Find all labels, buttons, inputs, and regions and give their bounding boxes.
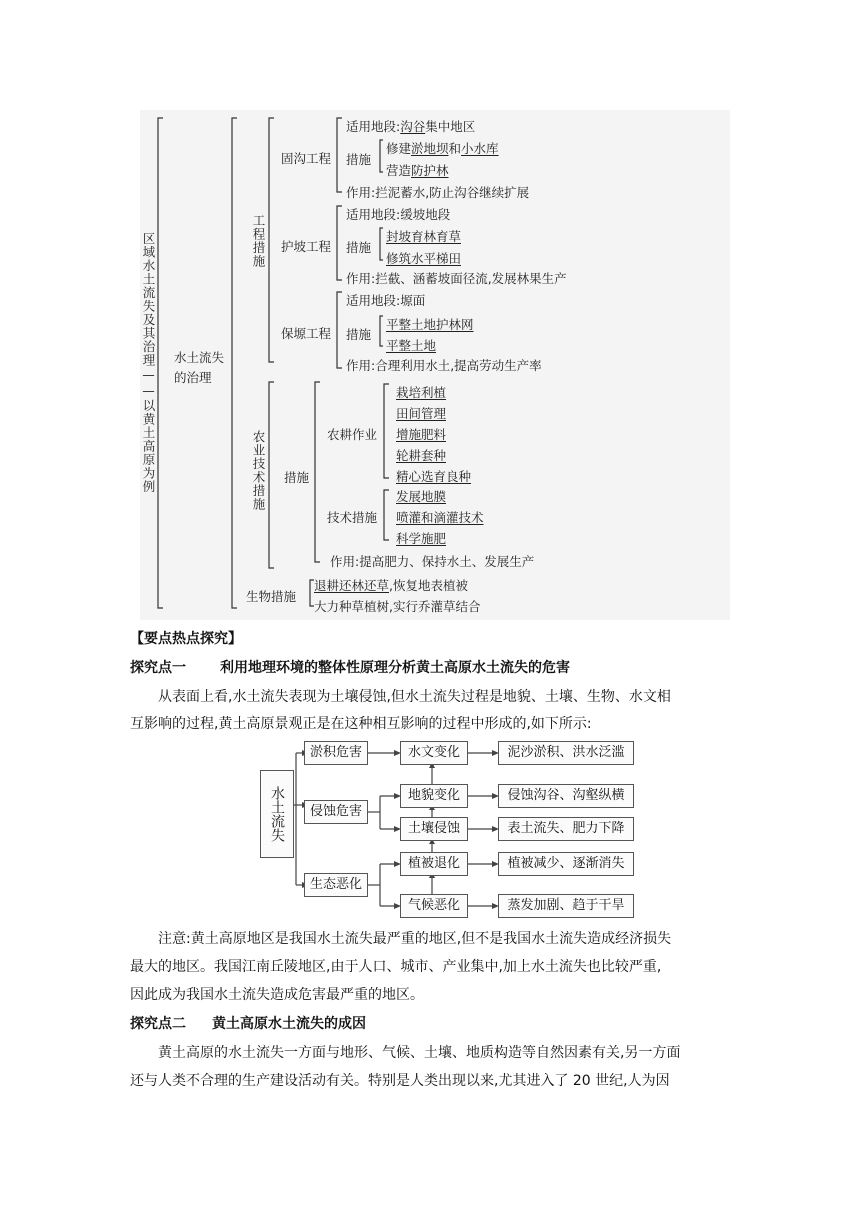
farming-label: 农耕作业 [327,427,378,442]
slope-project-label: 护坡工程 [281,239,332,254]
gully-site: 适用地段:沟谷集中地区 [346,119,476,134]
slope-measure-1: 封坡育林育草 [386,229,462,244]
flow-root-box: 水土流失 [260,770,294,858]
slope-measure-2: 修筑水平梯田 [386,251,462,266]
point1-heading: 探究点一 利用地理环境的整体性原理分析黄土高原水土流失的危害 [130,660,570,676]
point1-para-line1: 从表面上看,水土流失表现为土壤侵蚀,但水土流失过程是地貌、土壤、生物、水文相 [158,689,671,705]
agri-effect: 作用:提高肥力、保持水土、发展生产 [330,554,535,569]
tree-root-label: 区域水土流失及其治理——以黄土高原为例 [141,232,156,494]
tech-label: 技术措施 [327,510,378,525]
farming-item-1: 栽培利植 [396,385,447,400]
flow-mid-3: 土壤侵蚀 [400,817,468,841]
plateau-project-label: 保塬工程 [281,326,332,341]
flow-cat-3: 生态恶化 [304,873,368,897]
plateau-effect: 作用:合理利用水土,提高劳动生产率 [346,358,542,373]
slope-effect: 作用:拦截、涵蓄坡面径流,发展林果生产 [346,271,567,286]
flow-out-3: 表土流失、肥力下降 [498,817,634,841]
tech-item-1: 发展地膜 [396,489,447,504]
note-line2: 最大的地区。我国江南丘陵地区,由于人口、城市、产业集中,加上水土流失也比较严重, [130,959,662,975]
point2-para-line2: 还与人类不合理的生产建设活动有关。特别是人类出现以来,尤其进入了 20 世纪,人为因 [130,1073,670,1089]
farming-item-2: 田间管理 [396,406,447,421]
tech-item-2: 喷灌和滴灌技术 [396,510,484,525]
plateau-site: 适用地段:塬面 [346,293,426,308]
note-line3: 因此成为我国水土流失造成危害最严重的地区。 [130,987,424,1003]
flow-out-1: 泥沙淤积、洪水泛滥 [498,741,634,765]
agri-measure-label: 措施 [284,470,310,485]
note-line1: 注意:黄土高原地区是我国水土流失最严重的地区,但不是我国水土流失造成经济损失 [158,931,672,947]
bio-measure-1: 退耕还林还草,恢复地表植被 [314,578,468,593]
gully-measure-2: 营造防护林 [386,163,449,178]
farming-item-5: 精心选育良种 [396,469,472,484]
flow-out-4: 植被减少、逐渐消失 [498,852,634,876]
flow-out-5: 蒸发加剧、趋于干旱 [498,894,634,918]
gully-measure-label: 措施 [346,152,372,167]
farming-item-4: 轮耕套种 [396,448,447,463]
engineering-measures-label: 工程措施 [251,214,266,268]
gully-measure-1: 修建淤地坝和小水库 [386,141,499,156]
flow-cat-2: 侵蚀危害 [304,800,368,824]
point2-heading: 探究点二 黄土高原水土流失的成因 [130,1016,366,1032]
gully-effect: 作用:拦泥蓄水,防止沟谷继续扩展 [346,185,530,200]
agri-tech-measures-label: 农业技术措施 [251,430,266,511]
section-title: 【要点热点探究】 [130,631,242,647]
point1-para-line2: 互影响的过程,黄土高原景观正是在这种相互影响的过程中形成的,如下所示: [130,716,592,732]
bio-measures-label: 生物措施 [246,589,297,604]
slope-site: 适用地段:缓坡地段 [346,207,451,222]
flow-out-2: 侵蚀沟谷、沟壑纵横 [498,784,634,808]
flow-mid-5: 气候恶化 [400,894,468,918]
plateau-measure-label: 措施 [346,327,372,342]
flow-mid-1: 水文变化 [400,741,468,765]
tree-level1-label: 水土流失的治理 [174,350,225,385]
slope-measure-label: 措施 [346,240,372,255]
bio-measure-2: 大力种草植树,实行乔灌草结合 [314,599,481,614]
tech-item-3: 科学施肥 [396,531,447,546]
point2-para-line1: 黄土高原的水土流失一方面与地形、气候、土壤、地质构造等自然因素有关,另一方面 [158,1045,681,1061]
flow-mid-2: 地貌变化 [400,784,468,808]
plateau-measure-2: 平整土地 [386,338,437,353]
flow-mid-4: 植被退化 [400,852,468,876]
farming-item-3: 增施肥料 [396,427,447,442]
flow-cat-1: 淤积危害 [304,741,368,765]
plateau-measure-1: 平整土地护林网 [386,317,474,332]
gully-project-label: 固沟工程 [281,151,332,166]
